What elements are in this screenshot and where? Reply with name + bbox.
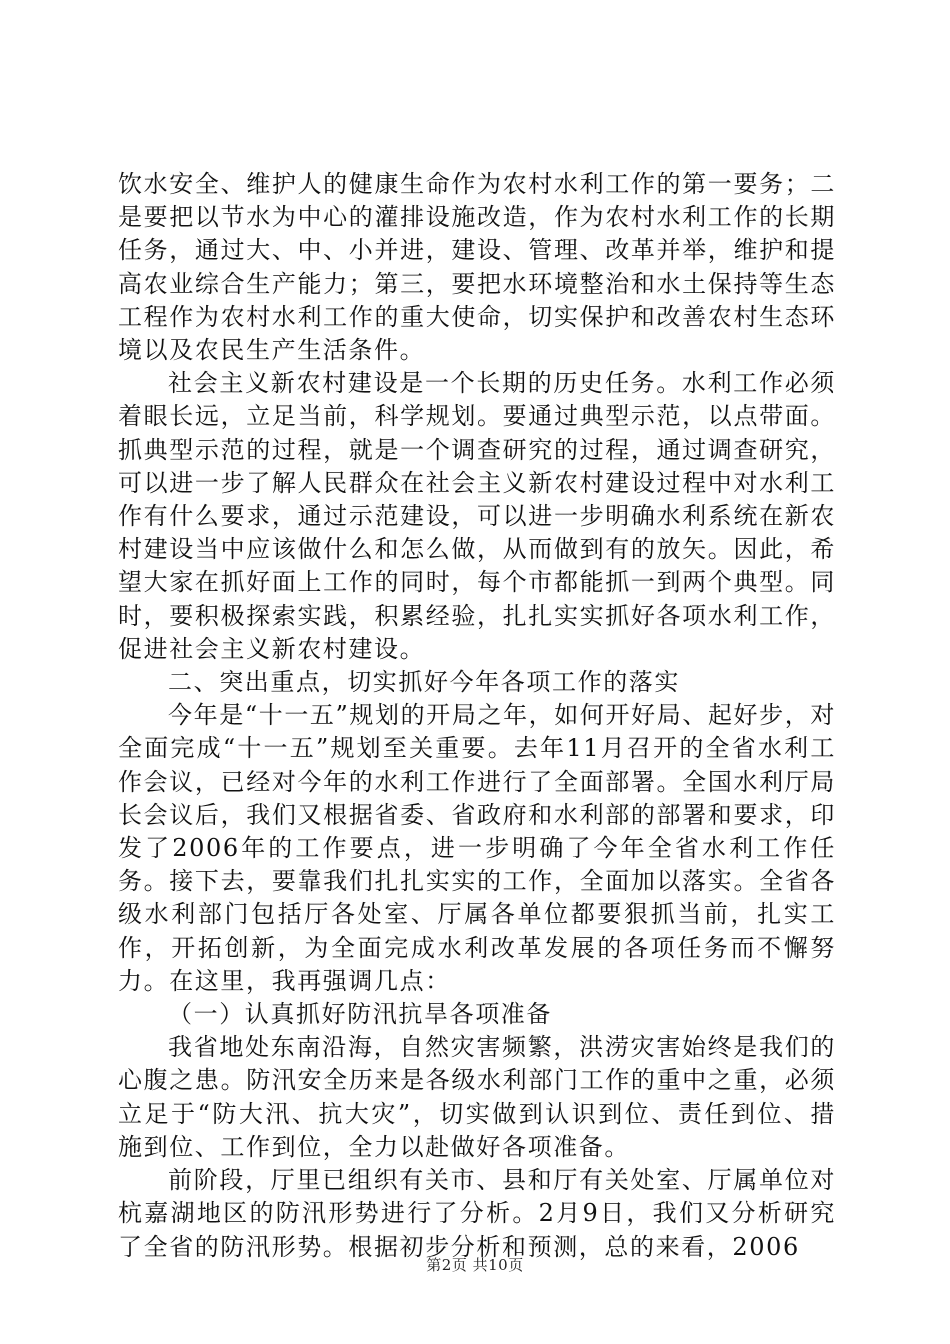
paragraph: 今年是“十一五”规划的开局之年，如何开好局、起好步，对全面完成“十一五”规划至关重要。去年11月召开的全省水利工作会议，已经对今年的水利工作进行了全面部署。全国水利厅局长会议后，我们又根据省委、省政府和水利部的部署和要求，印发了2006年的工作要点，进一步明确了今年全省水利工作任务。接下去，要靠我们扎扎实实的工作，全面加以落实。全省各级水利部门包括厅各处室、厅属各单位都要狠抓当前，扎实工作，开拓创新，为全面完成水利改革发展的各项任务而不懈努力。在这里，我再强调几点： <box>118 701 836 995</box>
paragraph: 饮水安全、维护人的健康生命作为农村水利工作的第一要务；二是要把以节水为中心的灌排设施改造，作为农村水利工作的长期任务，通过大、中、小并进，建设、管理、改革并举，维护和提高农业综合生产能力；第三，要把水环境整治和水土保持等生态工程作为农村水利工作的重大使命，切实保护和改善农村生态环境以及农民生产生活条件。 <box>118 170 836 365</box>
paragraph: 社会主义新农村建设是一个长期的历史任务。水利工作必须着眼长远，立足当前，科学规划。要通过典型示范，以点带面。抓典型示范的过程，就是一个调查研究的过程，通过调查研究，可以进一步了解人民群众在社会主义新农村建设过程中对水利工作有什么要求，通过示范建设，可以进一步明确水利系统在新农村建设当中应该做什么和怎么做，从而做到有的放矢。因此，希望大家在抓好面上工作的同时，每个市都能抓一到两个典型。同时，要积极探索实践，积累经验，扎扎实实抓好各项水利工作，促进社会主义新农村建设。 <box>118 369 836 663</box>
paragraph: 前阶段，厅里已组织有关市、县和厅有关处室、厅属单位对杭嘉湖地区的防汛形势进行了分析。2月9日，我们又分析研究了全省的防汛形势。根据初步分析和预测，总的来看，2006 <box>118 1166 836 1261</box>
page-footer: 第2页 共10页 <box>426 1256 524 1274</box>
section-heading: 二、突出重点，切实抓好今年各项工作的落实 <box>168 668 680 697</box>
paragraph: 我省地处东南沿海，自然灾害频繁，洪涝灾害始终是我们的心腹之患。防汛安全历来是各级水利部门工作的重中之重，必须立足于“防大汛、抗大灾”，切实做到认识到位、责任到位、措施到位、工作到位，全力以赴做好各项准备。 <box>118 1033 836 1161</box>
document-body <box>118 168 836 1264</box>
subsection-heading: （一）认真抓好防汛抗旱各项准备 <box>168 1000 552 1029</box>
